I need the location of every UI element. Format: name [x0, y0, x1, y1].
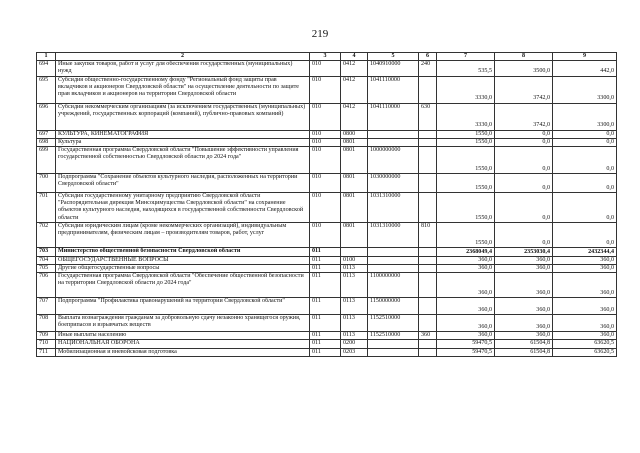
row-number: 709: [37, 332, 56, 340]
expense-type-code: [419, 247, 437, 256]
expense-type-code: [419, 315, 437, 332]
row-number: 702: [37, 222, 56, 247]
row-name: Субсидия общественно-государственному фонду "Региональный фонд защиты прав вкладчиков и акционеров Свердловской области" на осуществление деятельности по защите прав вкладчиков и акционеров на территории Свердловской области: [56, 76, 310, 103]
amount-year-3: 63620,5: [553, 348, 617, 356]
table-row: [37, 256, 617, 264]
row-name: Иные выплаты населению: [56, 332, 310, 340]
target-article-code: 1030000000: [368, 174, 419, 193]
row-number: 703: [37, 247, 56, 256]
target-article-code: 1041110000: [368, 76, 419, 103]
header-cell: 4: [341, 53, 368, 61]
expense-type-code: [419, 256, 437, 264]
amount-year-2: 3500,0: [495, 61, 553, 76]
target-article-code: 1031310000: [368, 193, 419, 223]
table-row: [37, 61, 617, 76]
amount-year-1: 3330,0: [437, 103, 495, 130]
amount-year-2: 360,0: [495, 273, 553, 298]
table-row: [37, 174, 617, 193]
section-code: 0412: [341, 61, 368, 76]
expense-type-code: 240: [419, 61, 437, 76]
chapter-code: 010: [310, 76, 341, 103]
header-cell: 9: [553, 53, 617, 61]
expense-type-code: [419, 193, 437, 223]
amount-year-3: 360,0: [553, 315, 617, 332]
amount-year-2: 2353030,4: [495, 247, 553, 256]
table-row: [37, 147, 617, 174]
amount-year-2: 0,0: [495, 222, 553, 247]
amount-year-1: 360,0: [437, 332, 495, 340]
amount-year-2: 3742,0: [495, 103, 553, 130]
amount-year-3: 0,0: [553, 222, 617, 247]
section-code: [341, 247, 368, 256]
table-row: [37, 273, 617, 298]
amount-year-2: 360,0: [495, 265, 553, 273]
expense-type-code: [419, 298, 437, 315]
amount-year-2: 0,0: [495, 130, 553, 138]
target-article-code: [368, 247, 419, 256]
header-cell: 3: [310, 53, 341, 61]
expense-type-code: 630: [419, 103, 437, 130]
table-row: [37, 103, 617, 130]
header-cell: 8: [495, 53, 553, 61]
amount-year-1: 1550,0: [437, 147, 495, 174]
chapter-code: 011: [310, 265, 341, 273]
amount-year-1: 1550,0: [437, 193, 495, 223]
row-number: 705: [37, 265, 56, 273]
row-name: Подпрограмма "Профилактика правонарушений на территории Свердловской области": [56, 298, 310, 315]
target-article-code: 1041110000: [368, 103, 419, 130]
chapter-code: 010: [310, 222, 341, 247]
chapter-code: 011: [310, 273, 341, 298]
row-number: 704: [37, 256, 56, 264]
row-number: 700: [37, 174, 56, 193]
section-code: 0412: [341, 76, 368, 103]
target-article-code: [368, 256, 419, 264]
table-row: [37, 193, 617, 223]
row-name: Выплата вознаграждения гражданам за добровольную сдачу незаконно хранящегося оружия, боеприпасов и взрывчатых веществ: [56, 315, 310, 332]
amount-year-1: 360,0: [437, 315, 495, 332]
section-code: 0113: [341, 332, 368, 340]
budget-table: [36, 52, 617, 357]
amount-year-2: 61504,8: [495, 340, 553, 348]
chapter-code: 010: [310, 130, 341, 138]
row-number: 708: [37, 315, 56, 332]
chapter-code: 011: [310, 340, 341, 348]
section-code: 0203: [341, 348, 368, 356]
target-article-code: [368, 265, 419, 273]
amount-year-1: 360,0: [437, 273, 495, 298]
amount-year-3: 0,0: [553, 130, 617, 138]
chapter-code: 010: [310, 61, 341, 76]
chapter-code: 010: [310, 147, 341, 174]
target-article-code: 1150000000: [368, 298, 419, 315]
amount-year-3: 63620,5: [553, 340, 617, 348]
section-code: 0200: [341, 340, 368, 348]
amount-year-1: 59470,5: [437, 348, 495, 356]
section-code: 0412: [341, 103, 368, 130]
expense-type-code: [419, 273, 437, 298]
expense-type-code: [419, 174, 437, 193]
amount-year-1: 1550,0: [437, 222, 495, 247]
expense-type-code: [419, 147, 437, 174]
amount-year-2: 0,0: [495, 138, 553, 146]
row-number: 697: [37, 130, 56, 138]
chapter-code: 011: [310, 332, 341, 340]
amount-year-3: 0,0: [553, 147, 617, 174]
target-article-code: 1100000000: [368, 273, 419, 298]
amount-year-3: 360,0: [553, 265, 617, 273]
table-row: [37, 348, 617, 356]
table-row: [37, 340, 617, 348]
expense-type-code: 810: [419, 222, 437, 247]
amount-year-3: 0,0: [553, 193, 617, 223]
chapter-code: 011: [310, 247, 341, 256]
amount-year-3: 0,0: [553, 174, 617, 193]
header-row: [37, 53, 617, 61]
amount-year-1: 535,5: [437, 61, 495, 76]
row-number: 707: [37, 298, 56, 315]
row-name: Иные закупки товаров, работ и услуг для обеспечения государственных (муниципальных) нужд: [56, 61, 310, 76]
amount-year-2: 360,0: [495, 332, 553, 340]
amount-year-1: 1550,0: [437, 174, 495, 193]
amount-year-2: 0,0: [495, 147, 553, 174]
header-cell: 7: [437, 53, 495, 61]
chapter-code: 011: [310, 348, 341, 356]
header-cell: 1: [37, 53, 56, 61]
amount-year-3: 3300,0: [553, 76, 617, 103]
amount-year-1: 59470,5: [437, 340, 495, 348]
expense-type-code: [419, 76, 437, 103]
expense-type-code: [419, 348, 437, 356]
amount-year-1: 360,0: [437, 265, 495, 273]
row-name: Субсидии юридическим лицам (кроме некоммерческих организаций), индивидуальным предпринимателям, физическим лицам – производителям товаров, работ, услуг: [56, 222, 310, 247]
row-name: Субсидия государственному унитарному предприятию Свердловской области "Распорядительная дирекция Минсоцимущества Свердловской области" на сохранение объектов культурного наследия, находящихся в государственной собственности Свердловской области: [56, 193, 310, 223]
amount-year-3: 3300,0: [553, 103, 617, 130]
amount-year-1: 2368049,4: [437, 247, 495, 256]
amount-year-3: 360,0: [553, 256, 617, 264]
chapter-code: 010: [310, 174, 341, 193]
row-name: КУЛЬТУРА, КИНЕМАТОГРАФИЯ: [56, 130, 310, 138]
chapter-code: 011: [310, 256, 341, 264]
row-name: Государственная программа Свердловской области "Обеспечение общественной безопасности на территории Свердловской области до 2024 года": [56, 273, 310, 298]
section-code: 0801: [341, 174, 368, 193]
table-row: [37, 315, 617, 332]
row-number: 696: [37, 103, 56, 130]
row-name: Подпрограмма "Сохранение объектов культурного наследия, расположенных на территории Свердловской области": [56, 174, 310, 193]
amount-year-3: 0,0: [553, 138, 617, 146]
target-article-code: [368, 130, 419, 138]
section-code: 0113: [341, 273, 368, 298]
row-number: 698: [37, 138, 56, 146]
target-article-code: [368, 348, 419, 356]
table-row: [37, 265, 617, 273]
section-code: 0801: [341, 147, 368, 174]
table-row: [37, 222, 617, 247]
amount-year-1: 3330,0: [437, 76, 495, 103]
amount-year-2: 0,0: [495, 174, 553, 193]
expense-type-code: [419, 265, 437, 273]
row-number: 699: [37, 147, 56, 174]
row-number: 694: [37, 61, 56, 76]
amount-year-1: 1550,0: [437, 130, 495, 138]
expense-type-code: [419, 130, 437, 138]
row-name: Мобилизационная и вневойсковая подготовка: [56, 348, 310, 356]
chapter-code: 011: [310, 298, 341, 315]
amount-year-1: 360,0: [437, 256, 495, 264]
target-article-code: 1152510000: [368, 332, 419, 340]
section-code: 0100: [341, 256, 368, 264]
amount-year-2: 360,0: [495, 315, 553, 332]
amount-year-2: 360,0: [495, 256, 553, 264]
table-row: [37, 138, 617, 146]
section-code: 0801: [341, 138, 368, 146]
row-name: Государственная программа Свердловской области "Повышение эффективности управления государственной собственностью Свердловской области до 2024 года": [56, 147, 310, 174]
amount-year-1: 1550,0: [437, 138, 495, 146]
expense-type-code: [419, 138, 437, 146]
row-name: Культура: [56, 138, 310, 146]
row-name: Министерство общественной безопасности Свердловской области: [56, 247, 310, 256]
amount-year-2: 0,0: [495, 193, 553, 223]
expense-type-code: 360: [419, 332, 437, 340]
amount-year-3: 360,0: [553, 332, 617, 340]
amount-year-1: 360,0: [437, 298, 495, 315]
amount-year-3: 442,0: [553, 61, 617, 76]
row-name: НАЦИОНАЛЬНАЯ ОБОРОНА: [56, 340, 310, 348]
table-row: [37, 130, 617, 138]
page-number: 219: [311, 28, 329, 40]
header-cell: 2: [56, 53, 310, 61]
amount-year-3: 2432344,4: [553, 247, 617, 256]
chapter-code: 010: [310, 103, 341, 130]
chapter-code: 011: [310, 315, 341, 332]
target-article-code: 1040910000: [368, 61, 419, 76]
table-row: [37, 332, 617, 340]
row-name: ОБЩЕГОСУДАРСТВЕННЫЕ ВОПРОСЫ: [56, 256, 310, 264]
target-article-code: 1000000000: [368, 147, 419, 174]
row-number: 711: [37, 348, 56, 356]
target-article-code: [368, 340, 419, 348]
table-row: [37, 298, 617, 315]
row-number: 701: [37, 193, 56, 223]
amount-year-3: 360,0: [553, 298, 617, 315]
expense-type-code: [419, 340, 437, 348]
row-number: 695: [37, 76, 56, 103]
target-article-code: 1152510000: [368, 315, 419, 332]
amount-year-2: 360,0: [495, 298, 553, 315]
amount-year-3: 360,0: [553, 273, 617, 298]
amount-year-2: 61504,8: [495, 348, 553, 356]
section-code: 0113: [341, 265, 368, 273]
target-article-code: [368, 138, 419, 146]
row-name: Другие общегосударственные вопросы: [56, 265, 310, 273]
table-row: [37, 247, 617, 256]
chapter-code: 010: [310, 138, 341, 146]
section-code: 0801: [341, 193, 368, 223]
header-cell: 5: [368, 53, 419, 61]
section-code: 0113: [341, 298, 368, 315]
row-number: 706: [37, 273, 56, 298]
section-code: 0801: [341, 222, 368, 247]
table-row: [37, 76, 617, 103]
row-name: Субсидии некоммерческим организациям (за исключением государственных (муниципальных) учреждений, государственных корпораций (компаний), публично-правовых компаний): [56, 103, 310, 130]
section-code: 0800: [341, 130, 368, 138]
section-code: 0113: [341, 315, 368, 332]
row-number: 710: [37, 340, 56, 348]
chapter-code: 010: [310, 193, 341, 223]
amount-year-2: 3742,0: [495, 76, 553, 103]
target-article-code: 1031310000: [368, 222, 419, 247]
header-cell: 6: [419, 53, 437, 61]
